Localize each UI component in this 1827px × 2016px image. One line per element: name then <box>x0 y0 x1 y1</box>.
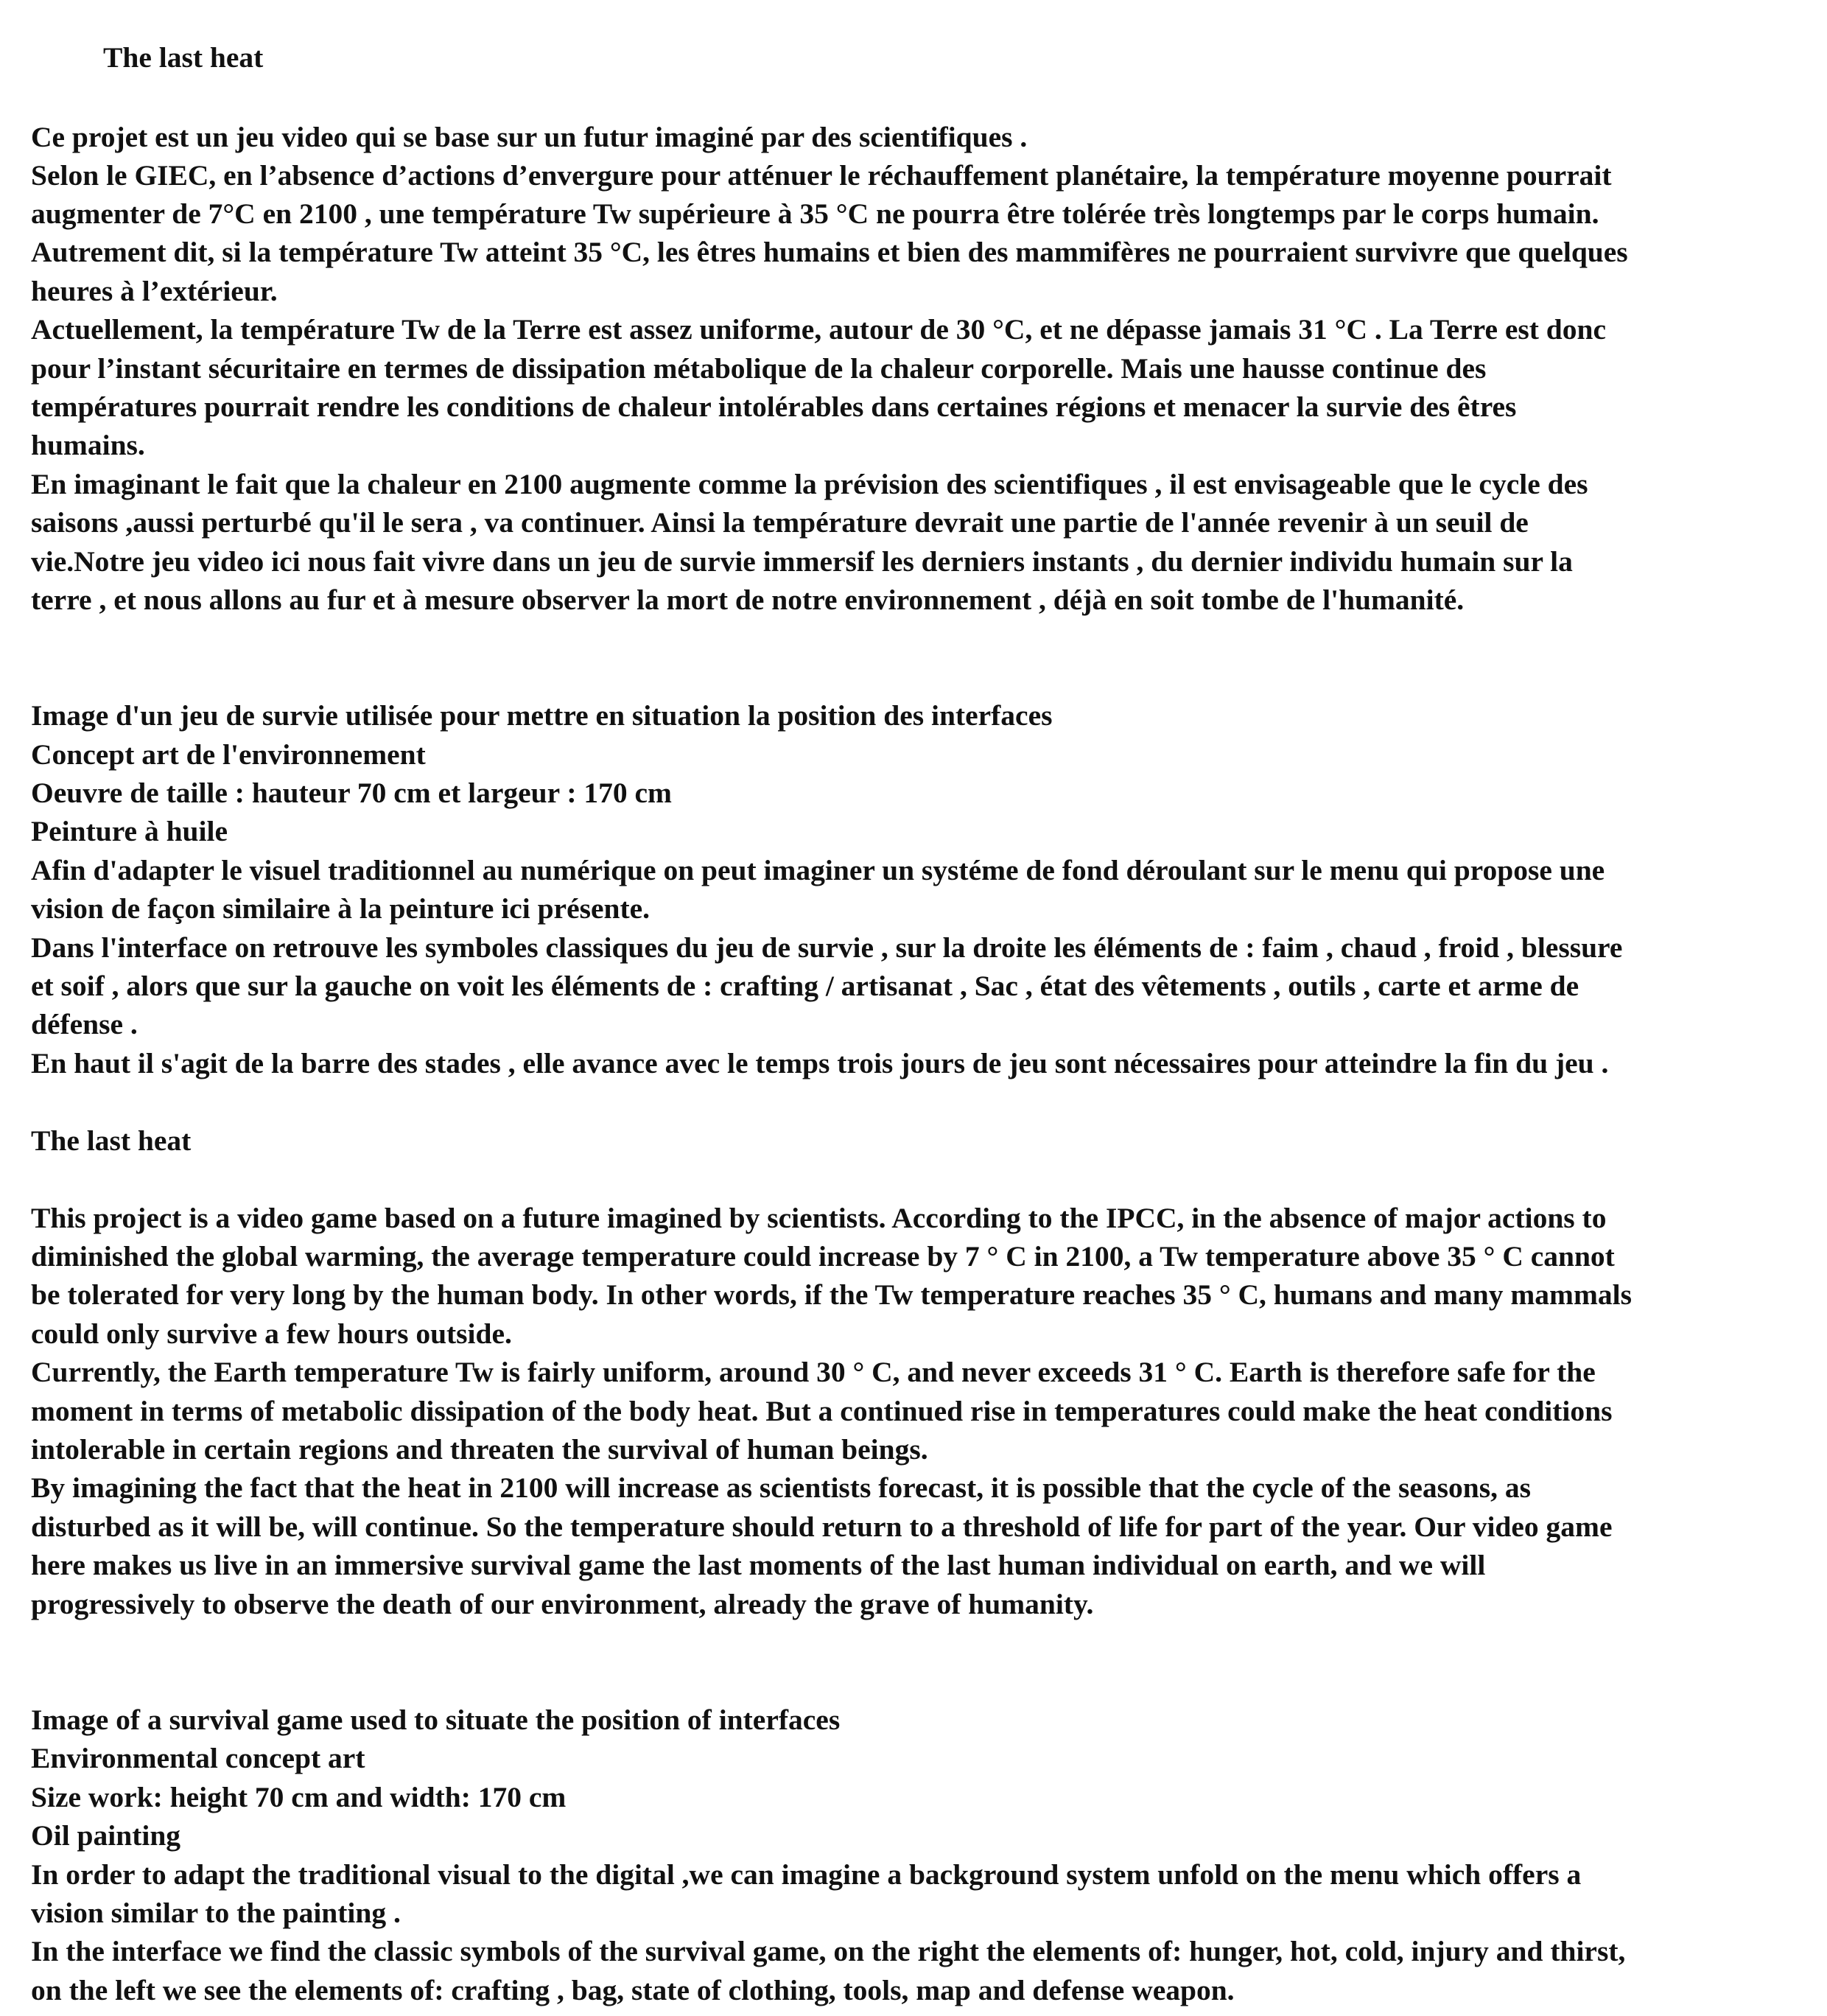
intro-en-line: Currently, the Earth temperature Tw is fairly uniform, around 30 ° C, and never exceeds 31 ° C. Earth is therefore safe for the <box>31 1356 1596 1388</box>
details-en-line: Oil painting <box>31 1819 181 1852</box>
intro-fr-line: pour l’instant sécuritaire en termes de dissipation métabolique de la chaleur corporelle. Mais une hausse continue des <box>31 352 1487 385</box>
intro-en-line: progressively to observe the death of our environment, already the grave of humanity. <box>31 1588 1094 1620</box>
details-fr-line: Dans l'interface on retrouve les symboles classiques du jeu de survie , sur la droite les éléments de : faim , chaud , froid , blessure <box>31 931 1623 964</box>
intro-en-line: disturbed as it will be, will continue. So the temperature should return to a threshold of life for part of the year. Our video game <box>31 1511 1613 1543</box>
title-fr: The last heat <box>103 41 264 74</box>
intro-fr-line: heures à l’extérieur. <box>31 275 278 307</box>
details-en-line: Size work: height 70 cm and width: 170 cm <box>31 1781 567 1813</box>
details-en-line: on the left we see the elements of: crafting , bag, state of clothing, tools, map and defense weapon. <box>31 1974 1235 2006</box>
intro-en-line: intolerable in certain regions and threaten the survival of human beings. <box>31 1433 928 1466</box>
details-fr-line: Peinture à huile <box>31 815 228 847</box>
details-fr-line: En haut il s'agit de la barre des stades , elle avance avec le temps trois jours de jeu sont nécessaires pour atteindre la fin du jeu . <box>31 1047 1609 1079</box>
details-fr-line: Oeuvre de taille : hauteur 70 cm et largeur : 170 cm <box>31 777 672 809</box>
title-en: The last heat <box>31 1124 192 1157</box>
intro-fr-line: augmenter de 7°C en 2100 , une température Tw supérieure à 35 °C ne pourra être tolérée très longtemps par le corps humain. <box>31 197 1599 230</box>
details-en-line: In the interface we find the classic symbols of the survival game, on the right the elements of: hunger, hot, cold, injury and thirst, <box>31 1935 1626 1967</box>
details-fr-line: Concept art de l'environnement <box>31 738 426 771</box>
details-en-line: In order to adapt the traditional visual to the digital ,we can imagine a background system unfold on the menu which offers a <box>31 1858 1582 1891</box>
intro-fr-line: humains. <box>31 429 145 461</box>
details-fr-line: Afin d'adapter le visuel traditionnel au numérique on peut imaginer un systéme de fond déroulant sur le menu qui propose une <box>31 854 1605 886</box>
intro-fr-line: vie.Notre jeu video ici nous fait vivre dans un jeu de survie immersif les derniers instants , du dernier individu humain sur la <box>31 545 1573 578</box>
intro-en-line: diminished the global warming, the average temperature could increase by 7 ° C in 2100, a Tw temperature above 35 ° C cannot <box>31 1240 1615 1273</box>
intro-en-line: moment in terms of metabolic dissipation of the body heat. But a continued rise in temperatures could make the heat conditions <box>31 1395 1613 1427</box>
details-fr-line: défense . <box>31 1008 138 1040</box>
intro-en-line: This project is a video game based on a future imagined by scientists. According to the IPCC, in the absence of major actions to <box>31 1202 1607 1234</box>
details-en-line: Environmental concept art <box>31 1742 365 1774</box>
details-en-line: Image of a survival game used to situate the position of interfaces <box>31 1704 841 1736</box>
intro-fr-line: terre , et nous allons au fur et à mesure observer la mort de notre environnement , déjà en soit tombe de l'humanité. <box>31 584 1465 616</box>
intro-en-line: be tolerated for very long by the human body. In other words, if the Tw temperature reaches 35 ° C, humans and many mammals <box>31 1278 1632 1311</box>
intro-fr-line: saisons ,aussi perturbé qu'il le sera , va continuer. Ainsi la température devrait une partie de l'année revenir à un seuil de <box>31 506 1529 539</box>
intro-fr-line: Autrement dit, si la température Tw atteint 35 °C, les êtres humains et bien des mammifères ne pourraient survivre que quelques <box>31 236 1628 268</box>
intro-fr-line: En imaginant le fait que la chaleur en 2100 augmente comme la prévision des scientifiques , il est envisageable que le cycle des <box>31 468 1588 500</box>
intro-en-line: here makes us live in an immersive survival game the last moments of the last human individual on earth, and we will <box>31 1549 1486 1581</box>
intro-en-line: By imagining the fact that the heat in 2100 will increase as scientists forecast, it is possible that the cycle of the seasons, as <box>31 1471 1531 1504</box>
intro-fr-line: Ce projet est un jeu video qui se base sur un futur imaginé par des scientifiques . <box>31 121 1028 153</box>
intro-fr-line: températures pourrait rendre les conditions de chaleur intolérables dans certaines régions et menacer la survie des êtres <box>31 391 1517 423</box>
details-fr-line: vision de façon similaire à la peinture ici présente. <box>31 892 651 925</box>
details-en-line: vision similar to the painting . <box>31 1897 401 1929</box>
intro-fr-line: Selon le GIEC, en l’absence d’actions d’envergure pour atténuer le réchauffement planétaire, la température moyenne pourrait <box>31 159 1612 192</box>
intro-fr-line: Actuellement, la température Tw de la Terre est assez uniforme, autour de 30 °C, et ne dépasse jamais 31 °C . La Terre est donc <box>31 313 1607 346</box>
details-fr-line: et soif , alors que sur la gauche on voit les éléments de : crafting / artisanat , Sac , état des vêtements , outils , carte et arme de <box>31 970 1579 1002</box>
intro-en-line: could only survive a few hours outside. <box>31 1317 512 1350</box>
details-fr-line: Image d'un jeu de survie utilisée pour mettre en situation la position des interfaces <box>31 699 1053 732</box>
